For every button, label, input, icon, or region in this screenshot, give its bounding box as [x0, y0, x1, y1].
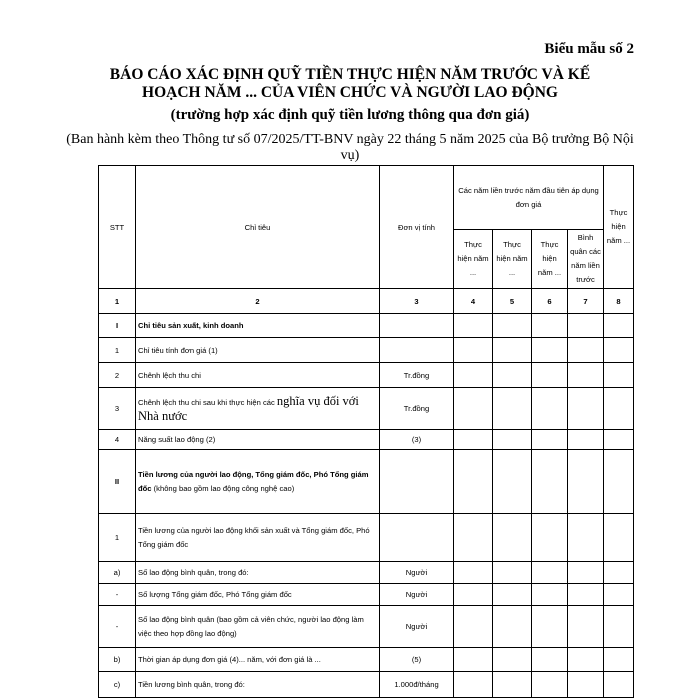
row-stt: b) — [99, 648, 136, 672]
header-prev-year-col-2: Thực hiện năm ... — [493, 230, 532, 289]
row-indicator: Chênh lệch thu chi — [136, 363, 380, 388]
form-number: Biểu mẫu số 2 — [544, 41, 634, 57]
row-stt: 3 — [99, 388, 136, 430]
row-unit: 1.000đ/tháng — [380, 672, 454, 698]
row-unit: (3) — [380, 430, 454, 450]
row-stt: a) — [99, 562, 136, 584]
row-stt: II — [99, 450, 136, 514]
row-stt: 1 — [99, 338, 136, 363]
row-unit: Tr.đồng — [380, 363, 454, 388]
row-unit: Người — [380, 584, 454, 606]
report-subtitle: (trường hợp xác định quỹ tiền lương thông qua đơn giá) — [170, 107, 530, 123]
row-stt: 1 — [99, 514, 136, 562]
row-unit — [380, 314, 454, 338]
row-indicator — [136, 450, 380, 514]
issued-by-note: (Ban hành kèm theo Thông tư số 07/2025/TT-BNV ngày 22 tháng 5 năm 2025 của Bộ trưởng Bộ Nội vụ) — [66, 132, 634, 163]
row-unit — [380, 338, 454, 363]
row-stt: 4 — [99, 430, 136, 450]
row-indicator: Số lao động bình quân, trong đó: — [136, 562, 380, 584]
column-number: 3 — [380, 289, 454, 314]
table-row — [99, 430, 634, 450]
row-stt: - — [99, 606, 136, 648]
row-indicator-big: nghĩa vụ đối với Nhà nước — [138, 393, 359, 423]
header-unit: Đơn vị tính — [380, 166, 454, 289]
row-indicator — [136, 388, 380, 430]
row-stt: - — [99, 584, 136, 606]
row-indicator: Chỉ tiêu tính đơn giá (1) — [136, 338, 380, 363]
table-row — [99, 314, 634, 338]
header-stt: STT — [99, 166, 136, 289]
column-number: 1 — [99, 289, 136, 314]
row-indicator: Năng suất lao động (2) — [136, 430, 380, 450]
column-number: 2 — [136, 289, 380, 314]
column-number: 5 — [493, 289, 532, 314]
header-prev-years-group: Các năm liền trước năm đầu tiên áp dụng đơn giá — [454, 166, 604, 230]
table-row — [99, 514, 634, 562]
header-actual-year: Thực hiện năm ... — [604, 166, 634, 289]
table-row — [99, 363, 634, 388]
row-indicator: Số lượng Tổng giám đốc, Phó Tổng giám đốc — [136, 584, 380, 606]
row-stt: 2 — [99, 363, 136, 388]
report-title-line-1: BÁO CÁO XÁC ĐỊNH QUỸ TIỀN THỰC HIỆN NĂM TRƯỚC VÀ KẾ — [109, 66, 591, 83]
row-indicator-bold: Tiền lương của người lao động, Tổng giám đốc, Phó Tổng giám đốc — [138, 469, 369, 493]
table-row — [99, 648, 634, 672]
table-row — [99, 450, 634, 514]
column-number: 6 — [532, 289, 568, 314]
column-number: 8 — [604, 289, 634, 314]
row-unit: Tr.đồng — [380, 388, 454, 430]
header-average-col: Bình quân các năm liền trước — [568, 230, 604, 289]
row-indicator: Thời gian áp dụng đơn giá (4)... năm, với đơn giá là ... — [136, 648, 380, 672]
column-number: 4 — [454, 289, 493, 314]
header-prev-year-col-1: Thực hiện năm ... — [454, 230, 493, 289]
table-row — [99, 562, 634, 584]
header-prev-year-col-3: Thực hiện năm ... — [532, 230, 568, 289]
row-unit: Người — [380, 606, 454, 648]
report-table — [98, 165, 634, 698]
row-indicator: Số lao động bình quân (bao gồm cả viên chức, người lao động làm việc theo hợp đồng lao động) — [136, 606, 380, 648]
row-stt: I — [99, 314, 136, 338]
report-title-line-2: HOẠCH NĂM ... CỦA VIÊN CHỨC VÀ NGƯỜI LAO ĐỘNG — [142, 84, 558, 101]
row-indicator: Tiền lương bình quân, trong đó: — [136, 672, 380, 698]
table-row — [99, 672, 634, 698]
column-number-row — [99, 289, 634, 314]
report-title — [0, 66, 700, 102]
row-unit: Người — [380, 562, 454, 584]
row-stt: c) — [99, 672, 136, 698]
row-indicator-rest: (không bao gồm lao động công nghệ cao) — [153, 483, 295, 493]
row-unit: (5) — [380, 648, 454, 672]
table-row — [99, 584, 634, 606]
table-row — [99, 388, 634, 430]
table-row — [99, 606, 634, 648]
table-row — [99, 338, 634, 363]
header-indicator: Chỉ tiêu — [136, 166, 380, 289]
column-number: 7 — [568, 289, 604, 314]
row-indicator: Tiền lương của người lao động khối sản xuất và Tổng giám đốc, Phó Tổng giám đốc — [136, 514, 380, 562]
header-row-top — [99, 166, 634, 230]
row-unit — [380, 514, 454, 562]
row-unit — [380, 450, 454, 514]
row-indicator: Chỉ tiêu sản xuất, kinh doanh — [136, 314, 380, 338]
row-indicator-small: Chênh lệch thu chi sau khi thực hiện các — [138, 397, 275, 407]
